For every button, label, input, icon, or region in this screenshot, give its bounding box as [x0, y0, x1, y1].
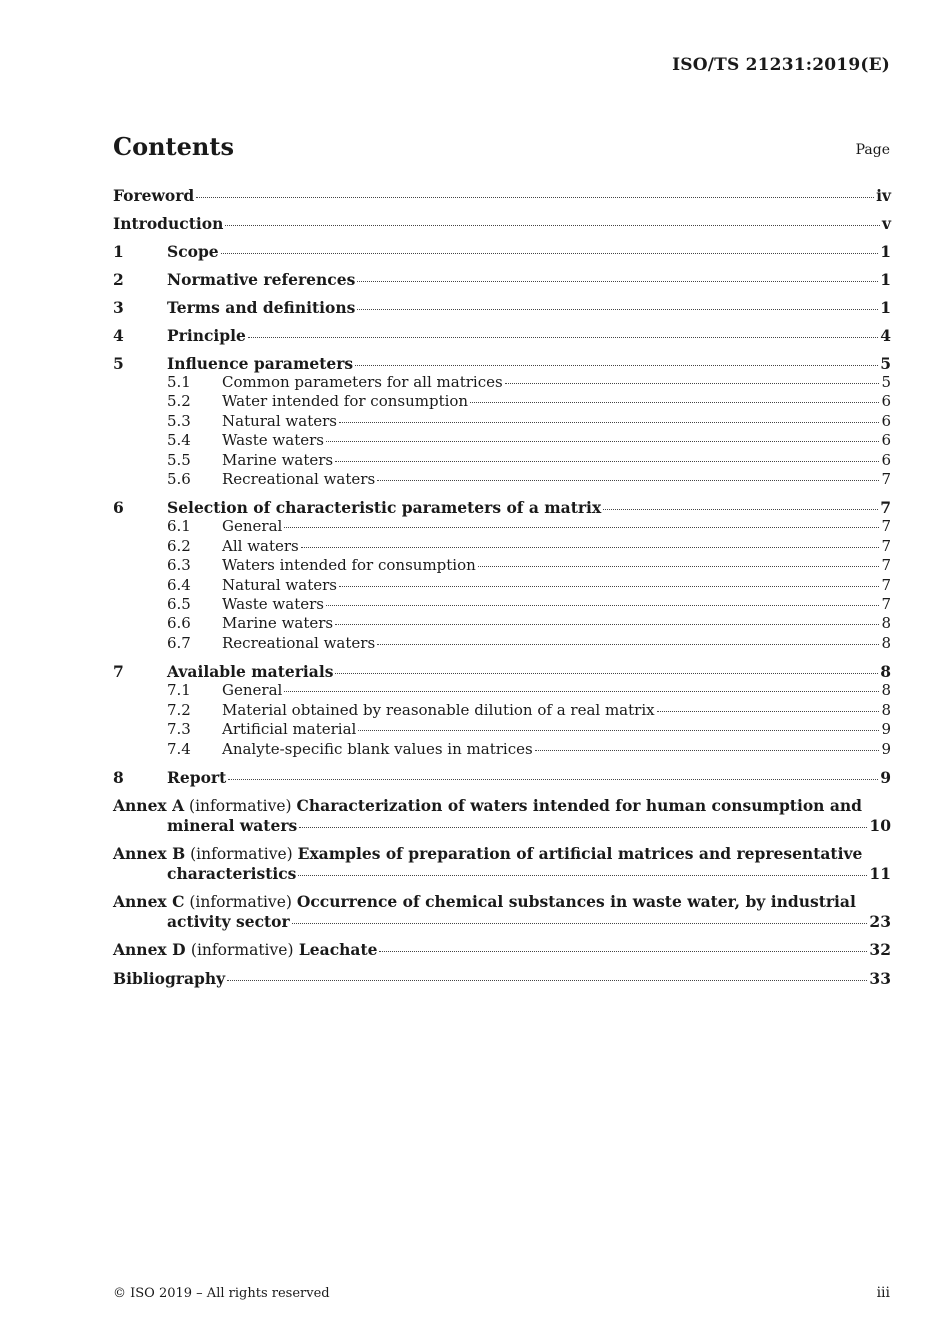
- toc-subentry-label[interactable]: Recreational waters: [222, 633, 376, 652]
- page-column-label: Page: [855, 142, 890, 158]
- toc-entry-number: 4: [113, 326, 124, 345]
- toc-bibliography[interactable]: [113, 969, 891, 988]
- toc-subentry-page: 7: [881, 556, 891, 575]
- toc-subentry-label[interactable]: Common parameters for all matrices: [222, 373, 503, 391]
- dot-leader: [505, 383, 880, 384]
- dot-leader: [339, 422, 879, 423]
- bibliography-page: 33: [869, 968, 891, 988]
- toc-subentry[interactable]: [113, 451, 891, 470]
- table-of-contents: [113, 186, 891, 988]
- toc-subentry-number: 6.3: [167, 556, 191, 575]
- toc-subentry[interactable]: [113, 634, 891, 653]
- toc-entry[interactable]: [113, 354, 891, 373]
- toc-entry-page: 7: [880, 498, 891, 518]
- annex-page: 32: [869, 939, 891, 959]
- dot-leader: [284, 691, 879, 692]
- dot-leader: [355, 365, 878, 366]
- toc-subentry-page: 7: [881, 575, 891, 594]
- dot-leader: [292, 923, 868, 924]
- dot-leader: [326, 605, 879, 606]
- toc-entry-number: 8: [113, 767, 124, 787]
- toc-subentry[interactable]: [113, 595, 891, 614]
- toc-subentry-label[interactable]: All waters: [222, 536, 299, 555]
- toc-entry[interactable]: [113, 214, 891, 233]
- dot-leader: [335, 461, 879, 462]
- toc-subentry-label[interactable]: Waters intended for consumption: [222, 556, 476, 575]
- toc-entry-page: 4: [880, 326, 891, 345]
- toc-entry-label[interactable]: Report: [167, 767, 227, 787]
- footer-copyright: © ISO 2019 – All rights reserved: [113, 1286, 330, 1301]
- toc-entry-number: 5: [113, 354, 124, 373]
- toc-entry-label[interactable]: Normative references: [167, 270, 356, 289]
- annex-heading: [113, 796, 891, 816]
- contents-title: Contents: [113, 132, 234, 161]
- toc-subentry-number: 5.3: [167, 411, 191, 430]
- toc-entry-page: iv: [876, 186, 891, 205]
- toc-entry[interactable]: [113, 270, 891, 289]
- toc-subentry[interactable]: [113, 740, 891, 759]
- toc-subentry-label[interactable]: Material obtained by reasonable dilution of a real matrix: [222, 700, 655, 719]
- toc-subentry-label[interactable]: Marine waters: [222, 450, 334, 469]
- toc-entry-number: 6: [113, 498, 124, 518]
- toc-subentry-number: 6.4: [167, 575, 191, 594]
- dot-leader: [470, 402, 879, 403]
- bibliography-label[interactable]: Bibliography: [113, 968, 226, 988]
- toc-subentry-page: 9: [881, 739, 891, 758]
- toc-subentry-number: 5.5: [167, 450, 191, 469]
- toc-subentry-page: 8: [881, 633, 891, 652]
- toc-annex[interactable]: [113, 796, 891, 835]
- dot-leader: [248, 337, 878, 338]
- toc-entry[interactable]: [113, 662, 891, 681]
- toc-subentry-number: 7.2: [167, 700, 191, 719]
- annex-heading-cont: [113, 912, 891, 931]
- dot-leader: [335, 673, 878, 674]
- toc-subentry-number: 6.7: [167, 633, 191, 652]
- annex-type: (informative): [189, 892, 292, 911]
- dot-leader: [339, 586, 879, 587]
- toc-entry-page: 1: [880, 270, 891, 289]
- toc-subentry-label[interactable]: Artificial material: [222, 720, 357, 739]
- toc-subentry-number: 6.6: [167, 614, 191, 633]
- dot-leader: [377, 644, 879, 645]
- dot-leader: [535, 750, 880, 751]
- footer-page-number: iii: [876, 1285, 890, 1301]
- annex-id: Annex B: [113, 843, 186, 863]
- toc-subentry-number: 5.4: [167, 431, 191, 450]
- toc-entry-number: 3: [113, 298, 124, 317]
- toc-entry-page: 8: [880, 662, 891, 682]
- toc-subentry-page: 8: [881, 700, 891, 719]
- dot-leader: [298, 875, 867, 876]
- toc-entry[interactable]: [113, 326, 891, 345]
- toc-subentry[interactable]: [113, 392, 891, 411]
- toc-subentry[interactable]: [113, 614, 891, 633]
- toc-subentry-number: 7.3: [167, 720, 191, 739]
- toc-entry-page: 9: [880, 767, 891, 787]
- toc-subentry-number: 6.1: [167, 517, 191, 536]
- annex-heading: [113, 892, 891, 912]
- dot-leader: [657, 711, 880, 712]
- toc-subentry-page: 8: [881, 614, 891, 633]
- toc-subentry-page: 6: [881, 411, 891, 430]
- dot-leader: [379, 951, 867, 952]
- toc-entry-page: 5: [880, 354, 891, 373]
- toc-entry-page: 1: [880, 242, 891, 261]
- toc-subentry-page: 5: [881, 373, 891, 391]
- toc-subentry-number: 6.2: [167, 536, 191, 555]
- toc-entry-label[interactable]: Influence parameters: [167, 354, 354, 373]
- dot-leader: [221, 253, 879, 254]
- toc-subentry-number: 6.5: [167, 595, 191, 614]
- dot-leader: [196, 197, 874, 198]
- toc-subentry[interactable]: [113, 431, 891, 450]
- toc-entry-label[interactable]: Available materials: [167, 662, 334, 682]
- toc-subentry-label[interactable]: Waste waters: [222, 431, 324, 450]
- dot-leader: [358, 730, 879, 731]
- toc-entry-label[interactable]: Introduction: [113, 214, 224, 233]
- annex-id: Annex C: [113, 891, 185, 911]
- annex-title-line1: Examples of preparation of artificial matrices and representative: [297, 843, 863, 863]
- annex-type: (informative): [189, 796, 292, 815]
- dot-leader: [227, 980, 867, 981]
- dot-leader: [225, 225, 880, 226]
- dot-leader: [228, 779, 878, 780]
- toc-subentry-number: 5.6: [167, 470, 191, 489]
- toc-subentry[interactable]: [113, 681, 891, 700]
- toc-subentry-page: 6: [881, 392, 891, 411]
- toc-subentry[interactable]: [113, 373, 891, 392]
- dot-leader: [335, 624, 879, 625]
- annex-title-line1: Characterization of waters intended for human consumption and: [296, 795, 862, 815]
- toc-entry-number: 2: [113, 270, 124, 289]
- toc-subentry-label[interactable]: Natural waters: [222, 411, 337, 430]
- toc-entry-label[interactable]: Selection of characteristic parameters of a matrix: [167, 498, 602, 518]
- annex-id: Annex A: [113, 795, 185, 815]
- toc-entry[interactable]: [113, 498, 891, 517]
- toc-subentry-number: 5.1: [167, 373, 191, 391]
- toc-subentry[interactable]: [113, 537, 891, 556]
- toc-subentry-page: 7: [881, 470, 891, 489]
- toc-entry[interactable]: [113, 768, 891, 787]
- toc-subentry-label[interactable]: General: [222, 681, 283, 700]
- toc-entry-number: 7: [113, 662, 124, 682]
- annex-page: 11: [869, 863, 891, 883]
- annex-type: (informative): [190, 844, 293, 863]
- dot-leader: [326, 441, 879, 442]
- toc-entry[interactable]: [113, 242, 891, 261]
- annex-type: (informative): [190, 940, 294, 959]
- annex-heading-cont: [113, 864, 891, 883]
- toc-annex[interactable]: [113, 892, 891, 931]
- annex-heading-cont: [113, 816, 891, 835]
- doc-id: ISO/TS 21231:2019(E): [672, 55, 890, 75]
- annex-title-line2: characteristics: [167, 863, 297, 883]
- dot-leader: [301, 547, 880, 548]
- toc-entry-label[interactable]: Principle: [167, 326, 246, 345]
- toc-entry-number: 1: [113, 242, 124, 261]
- toc-subentry[interactable]: [113, 556, 891, 575]
- dot-leader: [299, 827, 867, 828]
- toc-subentry-label[interactable]: Analyte-specific blank values in matrices: [222, 739, 533, 758]
- toc-subentry-number: 7.4: [167, 739, 191, 758]
- toc-subentry-label[interactable]: Marine waters: [222, 614, 334, 633]
- dot-leader: [603, 509, 878, 510]
- toc-annex[interactable]: [113, 844, 891, 883]
- dot-leader: [357, 309, 878, 310]
- toc-subentry-label[interactable]: Waste waters: [222, 595, 324, 614]
- annex-title: Leachate: [298, 939, 378, 959]
- annex-title-line1: Occurrence of chemical substances in waste water, by industrial: [296, 891, 856, 911]
- toc-subentry[interactable]: [113, 517, 891, 536]
- toc-subentry[interactable]: [113, 470, 891, 489]
- toc-subentry-number: 5.2: [167, 392, 191, 411]
- dot-leader: [478, 566, 880, 567]
- toc-subentry-label[interactable]: Water intended for consumption: [222, 392, 469, 411]
- annex-heading: [113, 844, 891, 864]
- dot-leader: [377, 480, 879, 481]
- dot-leader: [284, 527, 879, 528]
- toc-subentry[interactable]: [113, 412, 891, 431]
- toc-entry-label[interactable]: Foreword: [113, 186, 195, 205]
- toc-entry[interactable]: [113, 298, 891, 317]
- toc-subentry-label[interactable]: Natural waters: [222, 575, 337, 594]
- annex-heading: [113, 940, 377, 960]
- annex-title-line2: mineral waters: [167, 815, 298, 835]
- toc-subentry-page: 9: [881, 720, 891, 739]
- toc-entry[interactable]: [113, 186, 891, 205]
- toc-subentry-label[interactable]: General: [222, 517, 283, 536]
- dot-leader: [357, 281, 878, 282]
- annex-page: 10: [869, 815, 891, 835]
- toc-entry-page: 1: [880, 298, 891, 317]
- toc-subentry-page: 7: [881, 536, 891, 555]
- toc-subentry[interactable]: [113, 720, 891, 739]
- toc-subentry[interactable]: [113, 576, 891, 595]
- annex-page: 23: [869, 911, 891, 931]
- annex-title-line2: activity sector: [167, 911, 290, 931]
- toc-entry-label[interactable]: Terms and definitions: [167, 298, 356, 317]
- toc-entry-page: v: [881, 214, 891, 233]
- toc-subentry-number: 7.1: [167, 681, 191, 700]
- toc-annex[interactable]: [113, 940, 891, 960]
- toc-subentry-page: 7: [881, 517, 891, 536]
- annex-id: Annex D: [113, 939, 186, 959]
- toc-subentry-page: 6: [881, 450, 891, 469]
- toc-subentry-page: 8: [881, 681, 891, 700]
- toc-subentry-label[interactable]: Recreational waters: [222, 470, 376, 489]
- toc-subentry-page: 6: [881, 431, 891, 450]
- toc-subentry[interactable]: [113, 701, 891, 720]
- toc-entry-label[interactable]: Scope: [167, 242, 219, 261]
- toc-subentry-page: 7: [881, 595, 891, 614]
